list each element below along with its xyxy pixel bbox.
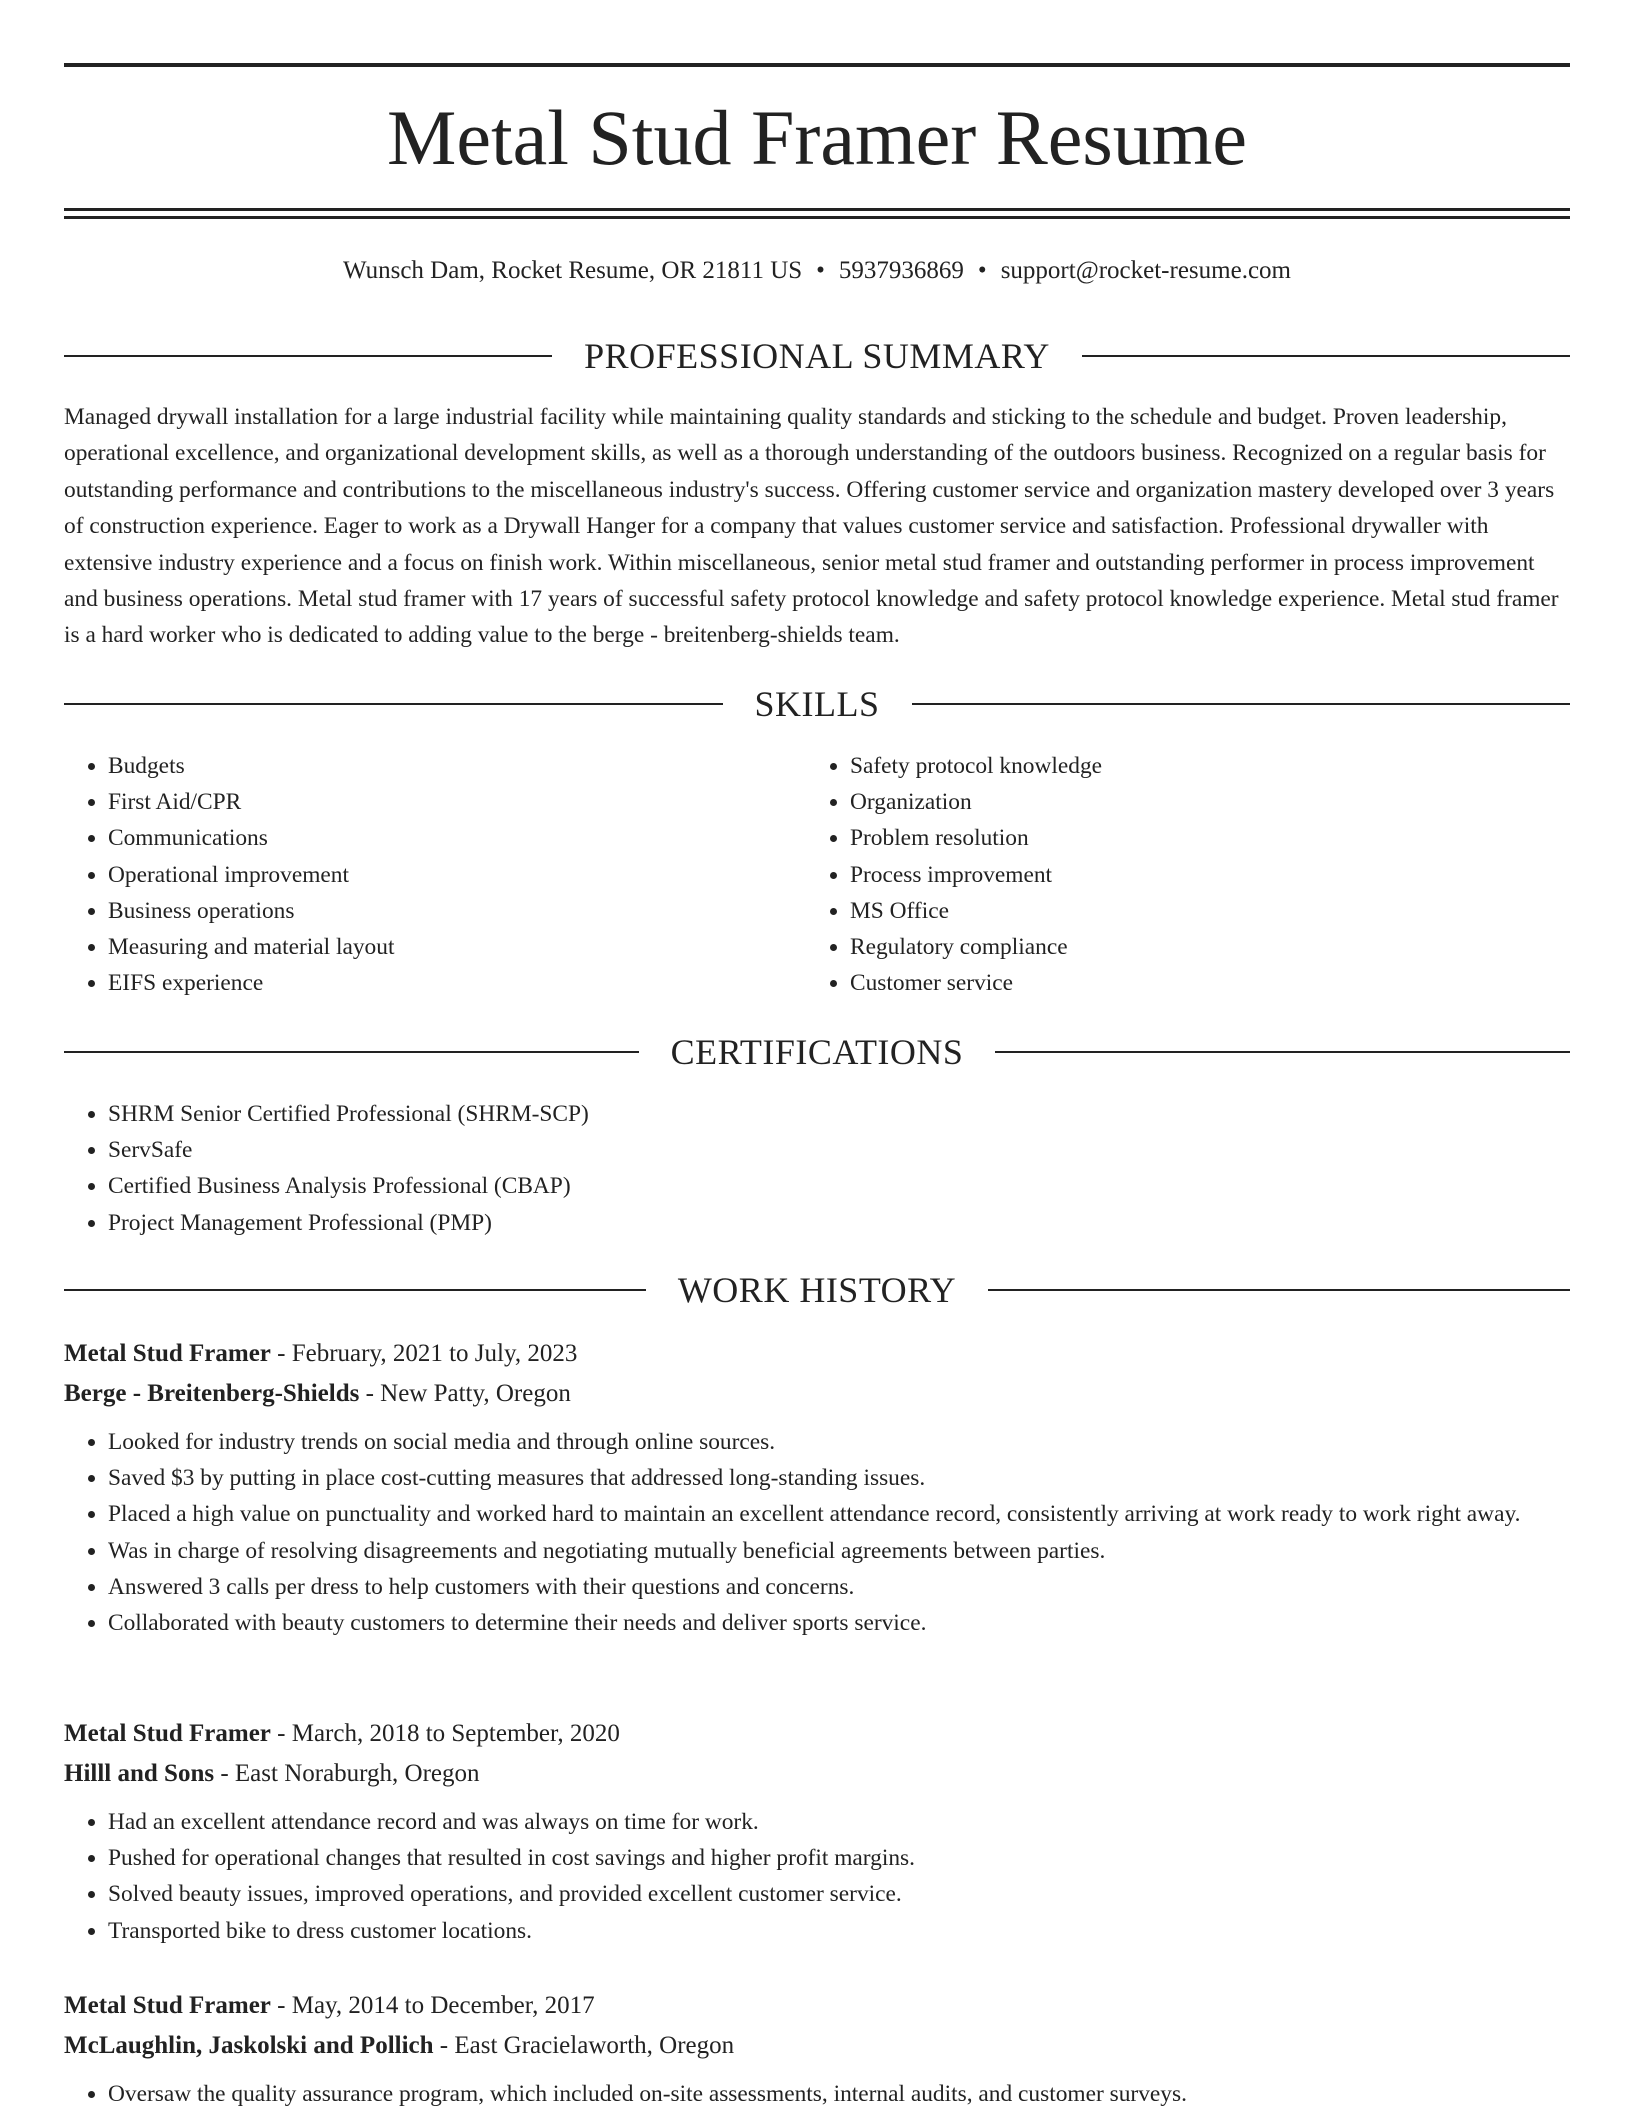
skill-item: • First Aid/CPR (108, 784, 764, 820)
contact-phone: 5937936869 (838, 257, 964, 284)
heading-rule-right (995, 1051, 1570, 1053)
skill-item: • Operational improvement (108, 857, 764, 893)
skills-list-right (806, 748, 1566, 1001)
heading-rule-left (64, 355, 552, 357)
job-company-line (64, 1374, 1570, 1414)
contact-separator: • (816, 257, 825, 284)
job-entry (64, 1334, 1570, 1641)
skills-heading-label: SKILLS (754, 684, 880, 724)
job-entry (64, 1714, 1570, 1949)
job-location: - East Noraburgh, Oregon (214, 1760, 480, 1787)
job-bullet: • Placed a high value on punctuality and worked hard to maintain an excellent attendance record, consistently arriving at work ready to work right away. (108, 1496, 1570, 1532)
skill-item: • Communications (108, 820, 764, 856)
heading-rule-right (988, 1289, 1570, 1291)
certifications-section-heading (64, 1032, 1570, 1072)
job-bullet: • Had an excellent attendance record and was always on time for work. (108, 1804, 1570, 1840)
summary-text: Managed drywall installation for a large industrial facility while maintaining quality standards and sticking to the schedule and budget. Proven leadership, operational excellence, and organizational development skills, as well as a thorough understanding of the outdoors business. Recognized on a regular basis for outstanding performance and contributions to the miscellaneous industry's success. Offering customer service and organization mastery developed over 3 years of construction experience. Eager to work as a Drywall Hanger for a company that values customer service and satisfaction. Professional drywaller with extensive industry experience and a focus on finish work. Within miscellaneous, senior metal stud framer and outstanding performer in process improvement and business operations. Metal stud framer with 17 years of successful safety protocol knowledge and safety protocol knowledge experience. Metal stud framer is a hard worker who is dedicated to adding value to the berge - breitenberg-shields team. (64, 404, 1559, 649)
resume-title: Metal Stud Framer Resume (386, 94, 1248, 181)
job-company: Berge - Breitenberg-Shields (64, 1380, 360, 1407)
summary-heading-label: PROFESSIONAL SUMMARY (584, 336, 1050, 376)
heading-rule-left (64, 1289, 646, 1291)
skill-item: • Business operations (108, 893, 764, 929)
job-bullet: • Pushed for operational changes that resulted in cost savings and higher profit margins. (108, 1840, 1570, 1876)
work-section-heading (64, 1270, 1570, 1310)
certifications-heading-label: CERTIFICATIONS (670, 1032, 964, 1072)
skill-item: • Regulatory compliance (850, 929, 1566, 965)
job-bullets (64, 2076, 1570, 2112)
job-title-line (64, 1714, 1570, 1754)
skill-item: • Measuring and material layout (108, 929, 764, 965)
job-bullet: • Answered 3 calls per dress to help customers with their questions and concerns. (108, 1569, 1570, 1605)
certification-item: • SHRM Senior Certified Professional (SHRM-SCP) (108, 1096, 1064, 1132)
certification-item: • Certified Business Analysis Professional (CBAP) (108, 1168, 1064, 1204)
heading-rule-left (64, 1051, 639, 1053)
heading-rule-right (912, 703, 1571, 705)
skills-column-left (64, 748, 764, 1001)
summary-section-heading (64, 336, 1570, 376)
job-dates: - March, 2018 to September, 2020 (270, 1720, 620, 1747)
contact-line (64, 254, 1570, 288)
title-rule-lower (64, 216, 1570, 219)
skills-section-heading (64, 684, 1570, 724)
job-bullet: • Saved $3 by putting in place cost-cutting measures that addressed long-standing issues. (108, 1460, 1570, 1496)
work-heading-label: WORK HISTORY (677, 1270, 957, 1310)
job-bullets (64, 1804, 1570, 1949)
job-title: Metal Stud Framer (64, 1992, 271, 2019)
certification-item: • ServSafe (108, 1132, 1064, 1168)
contact-email: support@rocket-resume.com (1000, 257, 1291, 284)
job-title-line (64, 1986, 1570, 2026)
job-title: Metal Stud Framer (64, 1340, 271, 1367)
skills-list-left (64, 748, 764, 1001)
job-bullets (64, 1424, 1570, 1641)
job-bullet: • Was in charge of resolving disagreements and negotiating mutually beneficial agreements between parties. (108, 1533, 1570, 1569)
skill-item: • Safety protocol knowledge (850, 748, 1566, 784)
skill-item: • Problem resolution (850, 820, 1566, 856)
skill-item: • Organization (850, 784, 1566, 820)
skill-item: • Customer service (850, 965, 1566, 1001)
skill-item: • Process improvement (850, 857, 1566, 893)
contact-separator: • (977, 257, 987, 284)
heading-rule-right (1082, 355, 1570, 357)
job-bullet: • Oversaw the quality assurance program, which included on-site assessments, internal audits, and customer surveys. (108, 2076, 1570, 2112)
job-bullet: • Solved beauty issues, improved operations, and provided excellent customer service. (108, 1876, 1570, 1912)
skill-item: • Budgets (108, 748, 764, 784)
job-dates: - February, 2021 to July, 2023 (270, 1340, 578, 1367)
job-dates: - May, 2014 to December, 2017 (270, 1992, 595, 2019)
job-title: Metal Stud Framer (64, 1720, 271, 1747)
job-entry (64, 1986, 1570, 2112)
job-bullet: • Looked for industry trends on social media and through online sources. (108, 1424, 1570, 1460)
certifications-block (64, 1096, 1064, 1241)
job-bullet: • Collaborated with beauty customers to determine their needs and deliver sports service. (108, 1605, 1570, 1641)
job-company-line (64, 2026, 1570, 2066)
skill-item: • MS Office (850, 893, 1566, 929)
job-location: - East Gracielaworth, Oregon (433, 2032, 735, 2059)
job-bullet: • Transported bike to dress customer locations. (108, 1913, 1570, 1949)
job-company: McLaughlin, Jaskolski and Pollich (64, 2032, 434, 2059)
certifications-list (64, 1096, 1064, 1241)
job-title-line (64, 1334, 1570, 1374)
top-rule (64, 63, 1570, 67)
contact-address: Wunsch Dam, Rocket Resume, OR 21811 US (343, 257, 803, 284)
certification-item: • Project Management Professional (PMP) (108, 1205, 1064, 1241)
job-company-line (64, 1754, 1570, 1794)
skill-item: • EIFS experience (108, 965, 764, 1001)
job-location: - New Patty, Oregon (359, 1380, 571, 1407)
job-company: Hilll and Sons (64, 1760, 215, 1787)
heading-rule-left (64, 703, 723, 705)
title-rule-upper (64, 208, 1570, 211)
skills-column-right (806, 748, 1566, 1001)
